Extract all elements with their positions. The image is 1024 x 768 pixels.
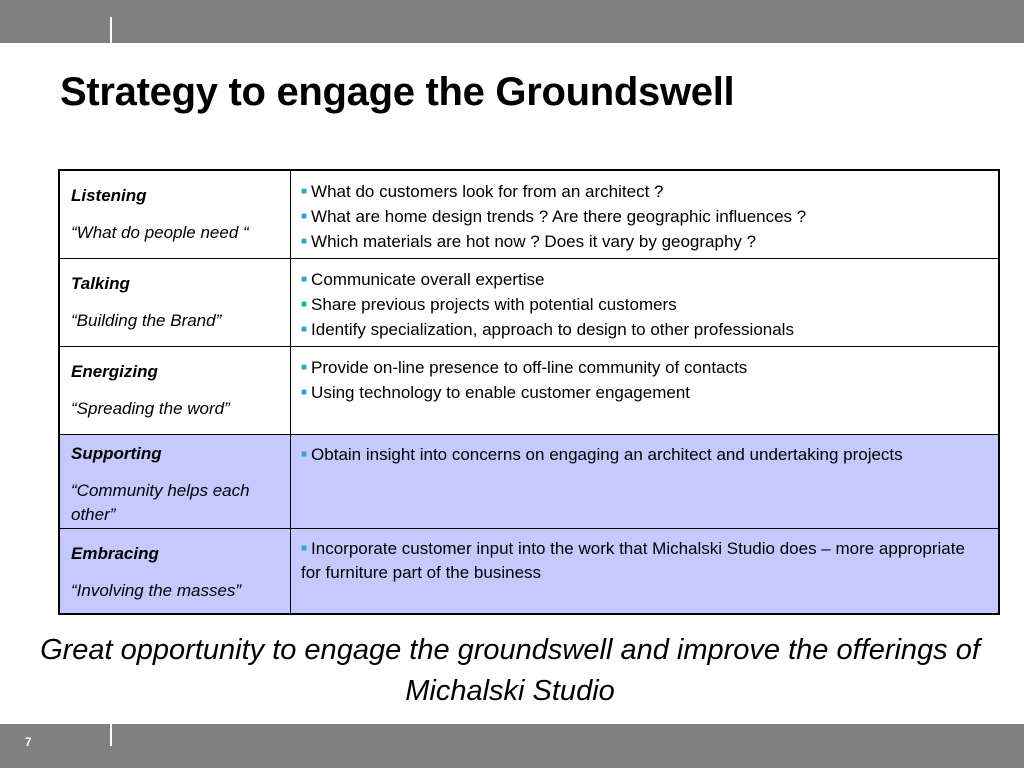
square-bullet-icon: ■ [301, 186, 308, 197]
row-bullets-cell [291, 529, 998, 613]
table-row-energizing [60, 346, 998, 434]
row-label-cell [60, 171, 291, 258]
table-row-supporting [60, 434, 998, 528]
bullet-item [301, 355, 988, 380]
bullet-item [301, 380, 988, 405]
row-bullets-cell [291, 171, 998, 258]
bullet-item [301, 204, 988, 229]
square-bullet-icon: ■ [301, 362, 308, 373]
bullet-item [301, 267, 988, 292]
bullet-text: Which materials are hot now ? Does it vary by geography ? [311, 232, 757, 251]
square-bullet-icon: ■ [301, 387, 308, 398]
bullet-text: Incorporate customer input into the work that Michalski Studio does – more appropriate for furniture part of the business [301, 539, 965, 582]
row-bullets-cell [291, 347, 998, 434]
strategy-name: Listening [71, 186, 147, 205]
bullet-text: What are home design trends ? Are there geographic influences ? [311, 207, 807, 226]
row-label-cell [60, 347, 291, 434]
bullet-text: Provide on-line presence to off-line community of contacts [311, 358, 748, 377]
strategy-quote: “Spreading the word” [71, 399, 230, 418]
footer-divider-tick [110, 724, 112, 746]
strategy-name: Talking [71, 274, 130, 293]
bullet-text: Obtain insight into concerns on engaging an architect and undertaking projects [311, 445, 903, 464]
strategy-name: Energizing [71, 362, 158, 381]
square-bullet-icon: ■ [301, 274, 308, 285]
slide-page-number: 7 [25, 735, 32, 749]
bullet-text: What do customers look for from an architect ? [311, 182, 664, 201]
bullet-text: Using technology to enable customer engagement [311, 383, 691, 402]
strategy-quote: “Building the Brand” [71, 311, 222, 330]
bullet-text: Identify specialization, approach to design to other professionals [311, 320, 794, 339]
square-bullet-icon: ■ [301, 236, 308, 247]
bullet-item [301, 443, 988, 467]
row-bullets-cell [291, 259, 998, 346]
summary-caption: Great opportunity to engage the groundswell and improve the offerings of Michalski Studio [40, 634, 980, 707]
row-bullets-cell [291, 435, 998, 528]
square-bullet-icon: ■ [301, 299, 308, 310]
top-header-bar [0, 0, 1024, 43]
bullet-item [301, 317, 988, 342]
table-row-listening [60, 171, 998, 258]
square-bullet-icon: ■ [301, 543, 308, 554]
row-label-cell [60, 259, 291, 346]
table-row-embracing [60, 528, 998, 613]
row-label-cell [60, 435, 291, 528]
strategy-quote: “What do people need “ [71, 223, 249, 242]
strategy-name: Supporting [71, 444, 162, 463]
row-label-cell [60, 529, 291, 613]
bottom-footer-bar [0, 724, 1024, 768]
bullet-text: Share previous projects with potential customers [311, 295, 677, 314]
strategy-table [58, 169, 1000, 615]
strategy-quote: “Community helps each other” [71, 481, 250, 524]
table-row-talking [60, 258, 998, 346]
header-divider-tick [110, 17, 112, 43]
bullet-text: Communicate overall expertise [311, 270, 545, 289]
bullet-item [301, 179, 988, 204]
square-bullet-icon: ■ [301, 449, 308, 460]
bullet-item [301, 537, 988, 585]
square-bullet-icon: ■ [301, 324, 308, 335]
square-bullet-icon: ■ [301, 211, 308, 222]
slide-title: Strategy to engage the Groundswell [60, 70, 735, 114]
strategy-name: Embracing [71, 544, 159, 563]
bullet-item [301, 292, 988, 317]
bullet-item [301, 229, 988, 254]
strategy-quote: “Involving the masses” [71, 581, 242, 600]
